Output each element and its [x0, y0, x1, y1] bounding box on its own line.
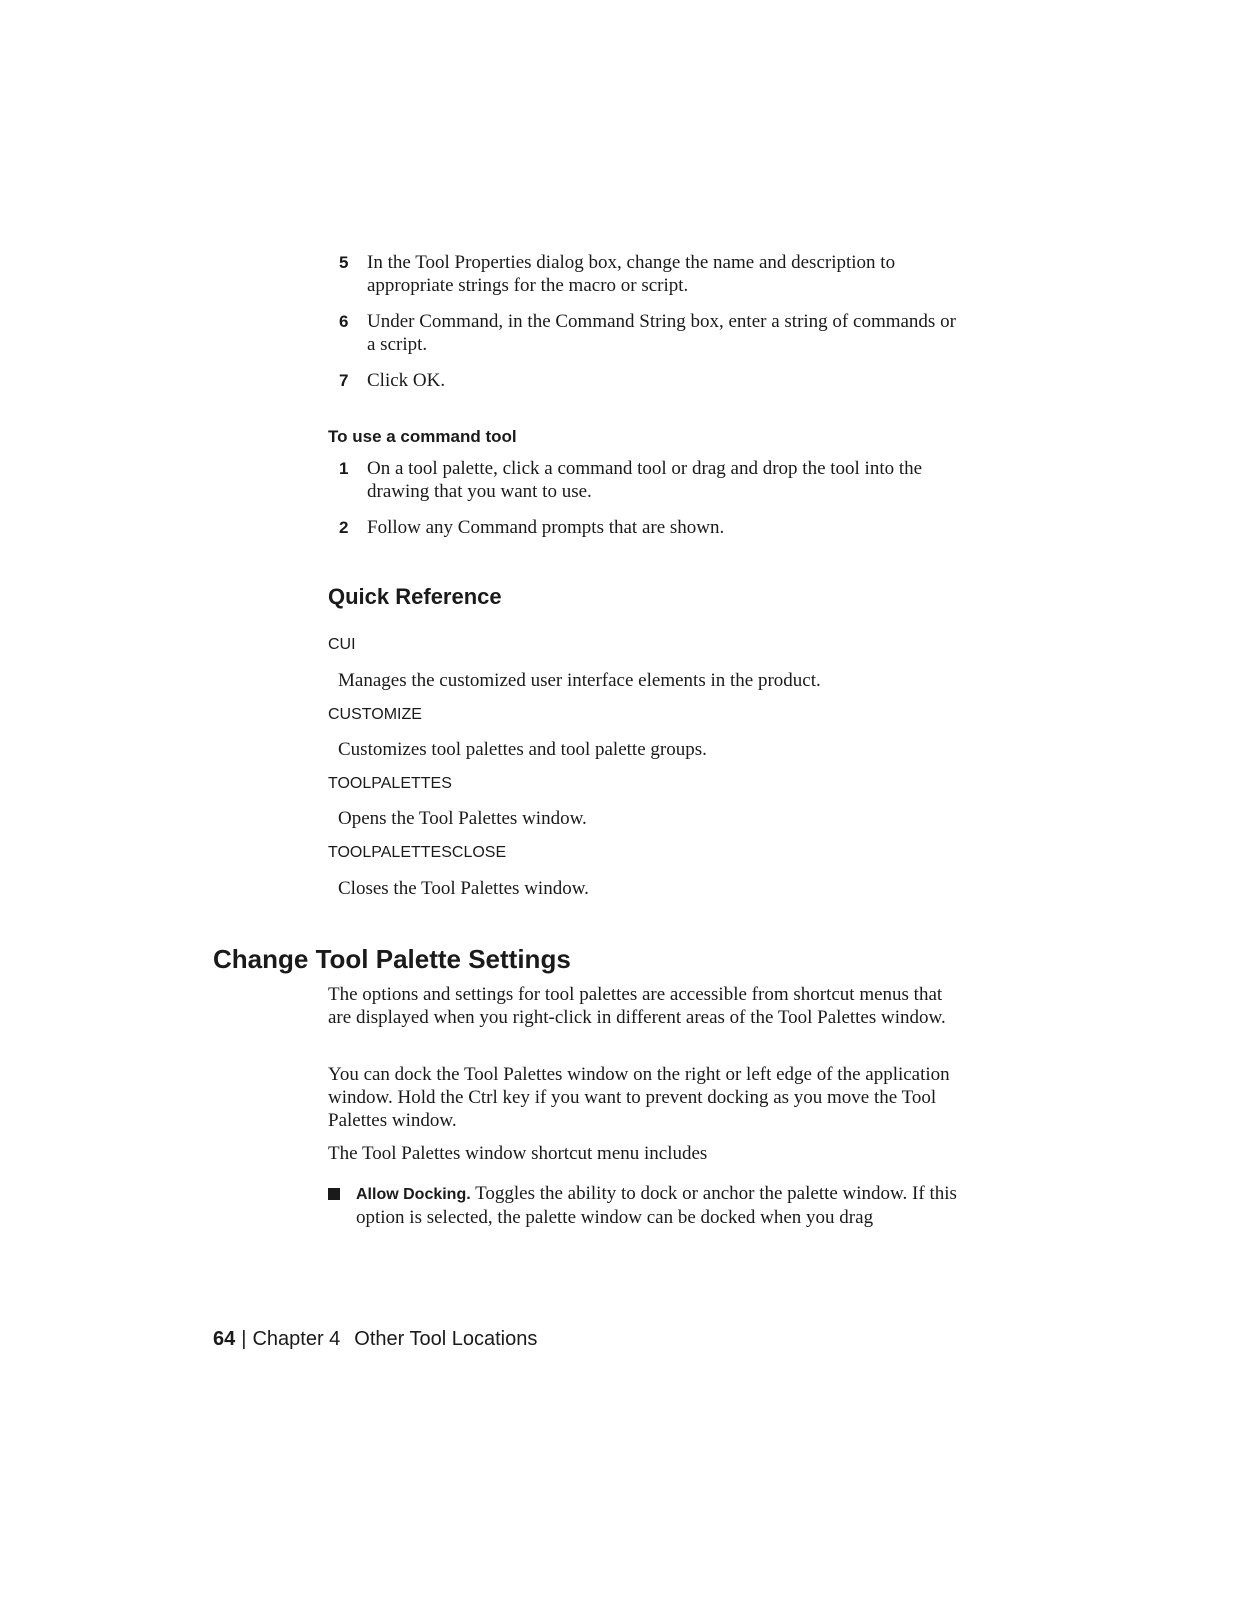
chapter-title: Other Tool Locations: [354, 1328, 538, 1350]
step-number: 2: [339, 518, 349, 537]
procedure-heading: To use a command tool: [328, 427, 517, 446]
command-description: Customizes tool palettes and tool palette groups.: [338, 739, 707, 760]
paragraph: You can dock the Tool Palettes window on the right or left edge of the application window. Hold the Ctrl key if you want to prevent docking as you move the Tool Palettes window.: [328, 1064, 950, 1131]
footer-separator: |: [241, 1328, 247, 1350]
step-text: Click OK.: [367, 370, 446, 391]
square-bullet-icon: [328, 1188, 340, 1200]
command-description: Manages the customized user interface elements in the product.: [338, 670, 821, 691]
step-text: Under Command, in the Command String box, enter a string of commands or a script.: [367, 311, 956, 355]
page-number: 64: [213, 1328, 236, 1350]
command-name: CUI: [328, 636, 356, 653]
step-number: 1: [339, 459, 349, 478]
step-number: 6: [339, 312, 349, 331]
command-name: TOOLPALETTES: [328, 775, 452, 792]
step-text: On a tool palette, click a command tool or drag and drop the tool into the drawing that you want to use.: [367, 458, 923, 502]
step-number: 7: [339, 371, 349, 390]
step-number: 5: [339, 253, 349, 272]
paragraph: The Tool Palettes window shortcut menu includes: [328, 1143, 708, 1164]
step-text: Follow any Command prompts that are shown.: [367, 517, 725, 538]
section-heading: Change Tool Palette Settings: [213, 944, 571, 974]
paragraph: The options and settings for tool palettes are accessible from shortcut menus that are displayed when you right-click in different areas of the Tool Palettes window.: [328, 984, 946, 1028]
chapter-label: Chapter 4: [252, 1328, 341, 1350]
command-name: TOOLPALETTESCLOSE: [328, 844, 507, 861]
command-description: Closes the Tool Palettes window.: [338, 878, 589, 899]
command-description: Opens the Tool Palettes window.: [338, 808, 587, 829]
bullet-text: [356, 1182, 968, 1229]
quick-reference-heading: Quick Reference: [328, 584, 502, 609]
step-text: In the Tool Properties dialog box, change the name and description to appropriate strings for the macro or script.: [367, 252, 896, 296]
bullet-term: Allow Docking.: [356, 1186, 471, 1203]
page-footer: [213, 1326, 537, 1352]
command-name: CUSTOMIZE: [328, 706, 422, 723]
bullet-description: Toggles the ability to dock or anchor the palette window. If this option is selected, the palette window can be docked when you drag: [356, 1183, 957, 1228]
